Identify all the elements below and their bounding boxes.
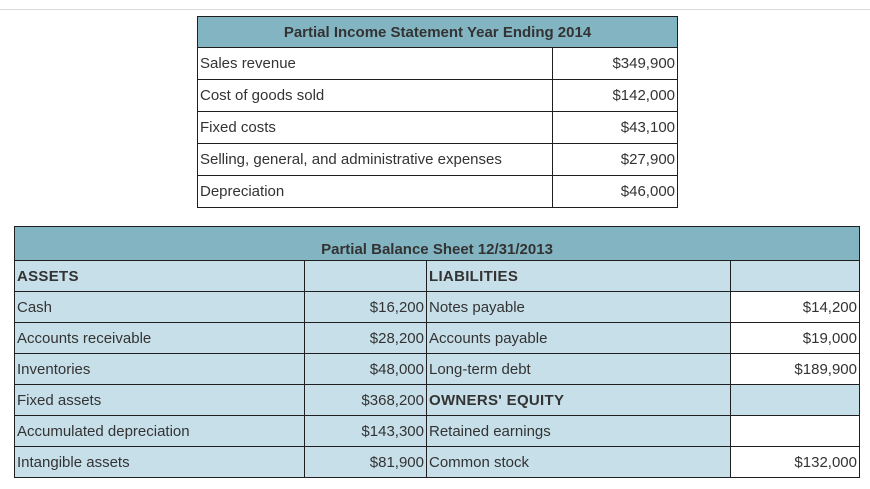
- balance-sheet-table: [14, 226, 860, 478]
- equity-value: [731, 416, 860, 447]
- table-row: [15, 323, 860, 354]
- income-row-value: $27,900: [553, 144, 678, 176]
- income-row-value: $46,000: [553, 176, 678, 208]
- asset-label: Accumulated depreciation: [15, 416, 305, 447]
- liabilities-header: LIABILITIES: [427, 261, 731, 292]
- empty-cell: [731, 385, 860, 416]
- asset-value: $48,000: [305, 354, 427, 385]
- table-row: [198, 80, 678, 112]
- top-divider: [0, 9, 870, 10]
- equity-label: Common stock: [427, 447, 731, 478]
- asset-value: $368,200: [305, 385, 427, 416]
- asset-label: Accounts receivable: [15, 323, 305, 354]
- table-row: [15, 385, 860, 416]
- income-row-label: Cost of goods sold: [198, 80, 553, 112]
- asset-value: $81,900: [305, 447, 427, 478]
- liability-label: Long-term debt: [427, 354, 731, 385]
- balance-sheet-title-row: [15, 227, 860, 261]
- income-row-label: Sales revenue: [198, 48, 553, 80]
- asset-label: Intangible assets: [15, 447, 305, 478]
- table-row: [15, 447, 860, 478]
- income-statement-title: Partial Income Statement Year Ending 2014: [198, 17, 678, 48]
- table-row: [15, 261, 860, 292]
- table-row: [15, 354, 860, 385]
- table-row: [15, 292, 860, 323]
- equity-value: $132,000: [731, 447, 860, 478]
- liability-value: $189,900: [731, 354, 860, 385]
- income-row-value: $142,000: [553, 80, 678, 112]
- income-row-label: Fixed costs: [198, 112, 553, 144]
- asset-value: $28,200: [305, 323, 427, 354]
- asset-value: $16,200: [305, 292, 427, 323]
- asset-label: Cash: [15, 292, 305, 323]
- equity-label: Retained earnings: [427, 416, 731, 447]
- income-row-value: $349,900: [553, 48, 678, 80]
- income-row-label: Selling, general, and administrative expenses: [198, 144, 553, 176]
- table-row: [198, 112, 678, 144]
- table-row: [198, 176, 678, 208]
- asset-label: Fixed assets: [15, 385, 305, 416]
- liability-value: $14,200: [731, 292, 860, 323]
- table-row: [198, 144, 678, 176]
- table-row: [15, 416, 860, 447]
- liability-label: Notes payable: [427, 292, 731, 323]
- balance-sheet-title: Partial Balance Sheet 12/31/2013: [15, 227, 860, 261]
- assets-header: ASSETS: [15, 261, 305, 292]
- empty-cell: [731, 261, 860, 292]
- income-row-value: $43,100: [553, 112, 678, 144]
- asset-value: $143,300: [305, 416, 427, 447]
- income-row-label: Depreciation: [198, 176, 553, 208]
- income-statement-table: [197, 16, 678, 208]
- liability-label: Accounts payable: [427, 323, 731, 354]
- liability-value: $19,000: [731, 323, 860, 354]
- owners-equity-header: OWNERS' EQUITY: [427, 385, 731, 416]
- asset-label: Inventories: [15, 354, 305, 385]
- table-row: [198, 48, 678, 80]
- income-statement-title-row: [198, 17, 678, 48]
- empty-cell: [305, 261, 427, 292]
